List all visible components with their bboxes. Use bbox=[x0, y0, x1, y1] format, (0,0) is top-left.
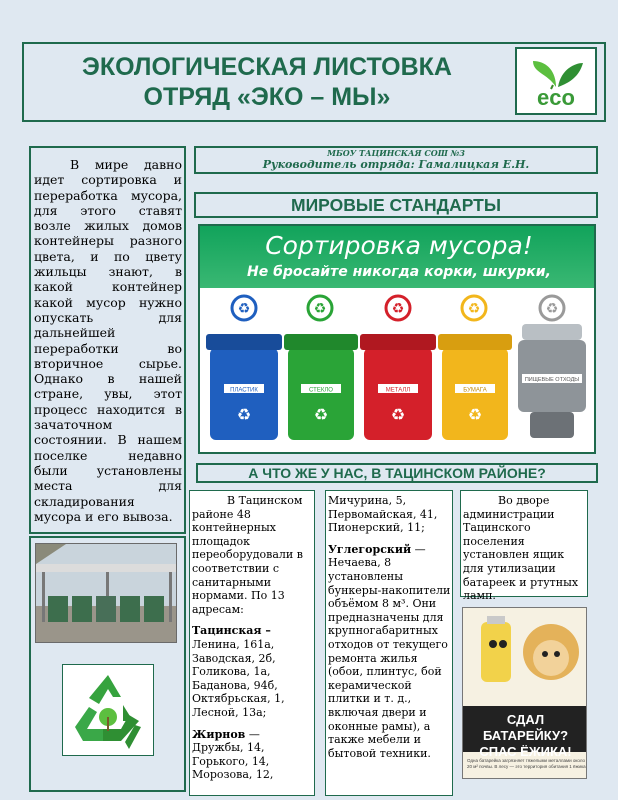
poster-headline: СДАЛ БАТАРЕЙКУ? СПАС ЁЖИКА! bbox=[479, 712, 572, 759]
addresses-zhirnov: — Дружбы, 14, Горького, 14, Морозова, 12, bbox=[192, 727, 274, 782]
bin-label-paper: БУМАГА bbox=[463, 387, 487, 394]
section-title: МИРОВЫЕ СТАНДАРТЫ bbox=[194, 192, 598, 218]
bin-label-metal: МЕТАЛЛ bbox=[385, 387, 411, 394]
svg-text:♻: ♻ bbox=[467, 405, 483, 424]
bin-label-food-waste: ПИЩЕВЫЕ ОТХОДЫ bbox=[524, 377, 580, 383]
bin-metal bbox=[360, 296, 436, 440]
svg-text:♻: ♻ bbox=[313, 405, 329, 424]
page-title bbox=[32, 52, 502, 112]
school-info bbox=[194, 146, 598, 174]
bin-label-plastic: ПЛАСТИК bbox=[230, 387, 258, 394]
svg-text:♻: ♻ bbox=[467, 301, 481, 317]
svg-text:♻: ♻ bbox=[545, 301, 559, 317]
place-uglegorsky: Углегорский bbox=[328, 542, 412, 556]
leader-name: Руководитель отряда: Гамалицкая Е.Н. bbox=[262, 158, 530, 171]
addresses-tatsinskaya: Ленина, 161а, Заводская, 2б, Голикова, 1а, Баданова, 94б, Октябрьская, 1, Лесной, 13а; bbox=[192, 637, 285, 719]
recycle-icon bbox=[62, 664, 154, 756]
column-1 bbox=[192, 494, 313, 782]
poster-caption: Одна батарейка загрязняет тяжелыми металлами около 20 м² почвы. В лесу — это территория обитания 1 ёжика bbox=[467, 758, 586, 769]
bin-food-waste bbox=[518, 296, 586, 438]
banner-subheading: Не бросайте никогда корки, шкурки, bbox=[247, 264, 551, 280]
title-line-1: ЭКОЛОГИЧЕСКАЯ ЛИСТОВКА bbox=[82, 53, 452, 81]
place-tatsinskaya: Тацинская – bbox=[192, 624, 271, 638]
battery-poster bbox=[462, 607, 587, 779]
eco-logo-text: eco bbox=[537, 85, 575, 110]
bin-glass bbox=[284, 296, 358, 440]
school-name: МБОУ ТАЦИНСКАЯ СОШ №3 bbox=[327, 148, 465, 158]
bin-plastic bbox=[206, 296, 282, 440]
uglegorsky-text: — Нечаева, 8 установлены бункеры-накопители объёмом 8 м³. Они предназначены для крупногабаритных отходов от текущего ремонта жилья (обои, плинтус, бой керамической плитки и т. д., включая двери и оконные рамы), а также мебели и бытовой техники. bbox=[328, 542, 451, 760]
svg-text:♻: ♻ bbox=[236, 405, 252, 424]
svg-text:♻: ♻ bbox=[313, 301, 327, 317]
container-site-photo bbox=[35, 543, 177, 643]
svg-text:♻: ♻ bbox=[391, 301, 405, 317]
bin-label-glass: СТЕКЛО bbox=[309, 387, 333, 394]
place-zhirnov: Жирнов bbox=[192, 727, 246, 741]
intro-text: В мире давно идет сортировка и переработка мусора, для этого ставят возле жилых домов контейнеры разного цвета, и по цвету жильцы знают, в какой контейнер какой мусор нужно опускать для дальнейшей переработки во вторичное сырье. Однако в нашей стране, увы, этот процесс находится в зачаточном состоянии. В нашем поселке недавно были установлены места для складирования мусора и его вывоза. bbox=[34, 157, 182, 524]
bin-paper bbox=[438, 296, 512, 440]
addresses-zhirnov-cont: Мичурина, 5, Первомайская, 41, Пионерский, 11; bbox=[328, 494, 438, 535]
title-line-2: ОТРЯД «ЭКО – МЫ» bbox=[143, 83, 391, 111]
column-1-intro: В Тацинском районе 48 контейнерных площадок переоборудовали в соответствии с санитарными нормами. По 13 адресам: bbox=[192, 494, 303, 616]
column-2 bbox=[328, 494, 452, 760]
sorting-banner bbox=[198, 224, 596, 454]
svg-text:♻: ♻ bbox=[390, 405, 406, 424]
local-question: А ЧТО ЖЕ У НАС, В ТАЦИНСКОМ РАЙОНЕ? bbox=[196, 463, 598, 483]
eco-logo bbox=[515, 47, 597, 115]
svg-text:♻: ♻ bbox=[237, 301, 251, 317]
battery-box-text: Во дворе администрации Тацинского поселения установлен ящик для утилизации батареек и ртутных ламп. bbox=[463, 494, 579, 603]
banner-heading: Сортировка мусора! bbox=[265, 231, 533, 260]
